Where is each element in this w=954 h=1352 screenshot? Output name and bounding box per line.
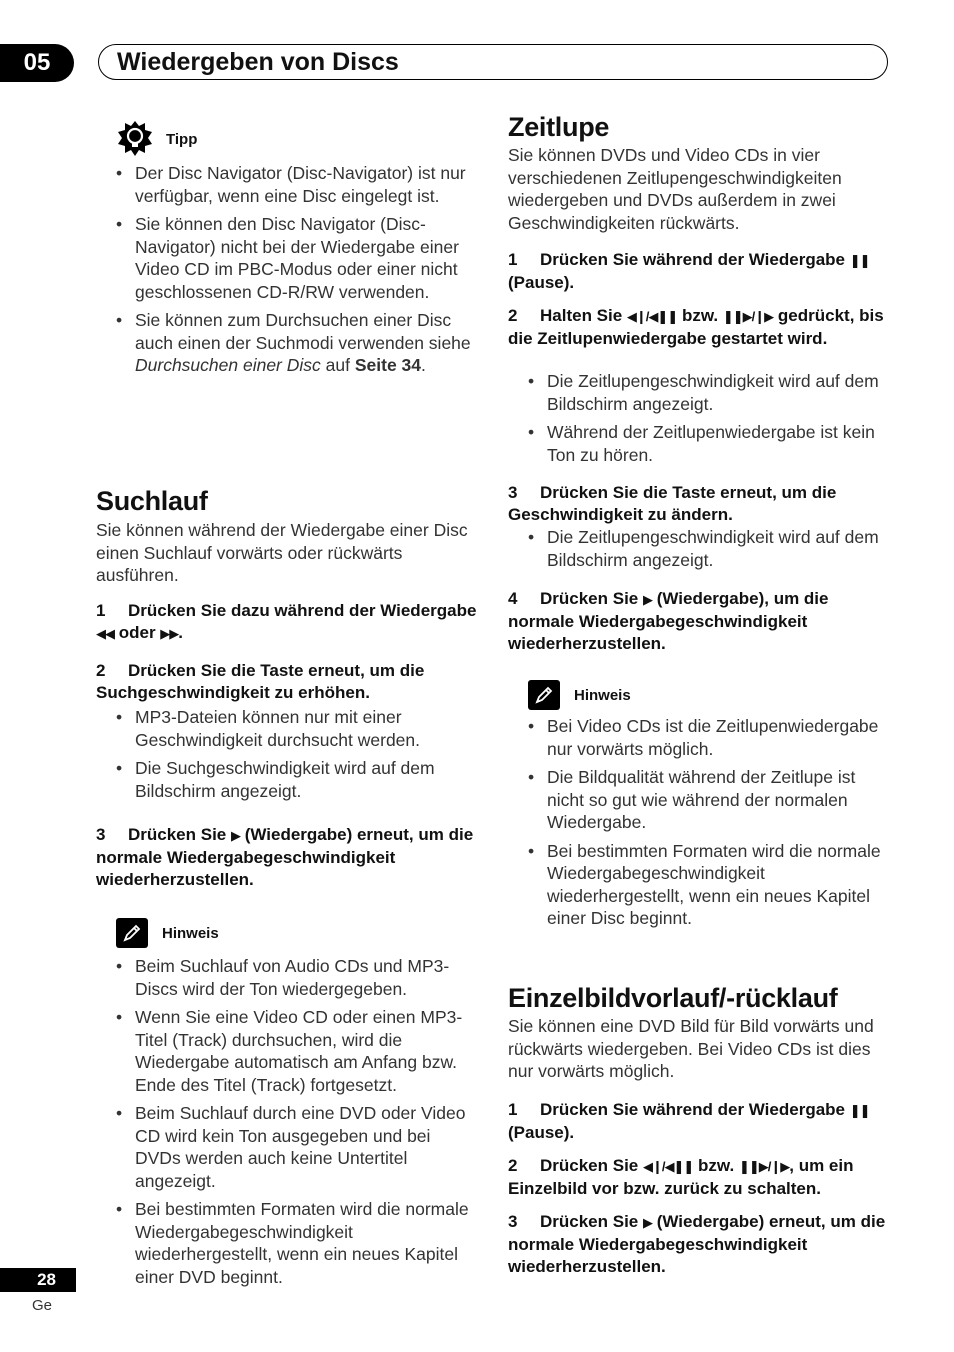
einzelbild-intro: Sie können eine DVD Bild für Bild vorwärts und rückwärts wiedergeben. Bei Video CDs ist dies nur vorwärts möglich. bbox=[508, 1016, 874, 1081]
play-icon: ▶ bbox=[643, 592, 652, 607]
list-item: • Sie können den Disc Navigator (Disc-Navigator) nicht bei der Wiedergabe einer Video CD im PBC-Modus oder einer nicht geschlossenen CD-R/RW verwenden. bbox=[116, 214, 459, 302]
zeitlupe-step-3: 3 Drücken Sie die Taste erneut, um die Geschwindigkeit zu ändern. bbox=[508, 483, 837, 524]
pencil-icon bbox=[528, 680, 560, 710]
list-item: • Der Disc Navigator (Disc-Navigator) ist nur verfügbar, wenn eine Disc eingelegt ist. bbox=[116, 163, 466, 206]
zeitlupe-step-2-list bbox=[508, 370, 892, 472]
list-item: • Beim Suchlauf durch eine DVD oder Video CD wird kein Ton ausgegeben und bei DVDs werden auch keine Untertitel angezeigt. bbox=[116, 1103, 466, 1191]
list-item: • Bei bestimmten Formaten wird die normale Wiedergabegeschwindigkeit wiederhergestellt, wenn ein neues Kapitel einer Disc beginnt. bbox=[528, 840, 881, 928]
list-item: • Die Bildqualität während der Zeitlupe ist nicht so gut wie während der normalen Wiedergabe. bbox=[528, 767, 856, 832]
zeitlupe-intro: Sie können DVDs und Video CDs in vier verschiedenen Zeitlupengeschwindigkeiten wiedergeben und DVDs außerdem in zwei Geschwindigkeiten rückwärts. bbox=[508, 145, 842, 233]
list-item: • Beim Suchlauf von Audio CDs und MP3-Discs wird der Ton wiedergegeben. bbox=[116, 956, 450, 999]
section-title-einzelbild: Einzelbildvorlauf/-rücklauf bbox=[508, 983, 838, 1013]
play-icon: ▶ bbox=[231, 828, 240, 843]
suchlauf-step-3: 3 Drücken Sie ▶ (Wiedergabe) erneut, um die normale Wiedergabegeschwindigkeit wiederherzustellen. bbox=[96, 825, 474, 889]
suchlauf-step-2-list bbox=[96, 706, 480, 808]
chapter-title: Wiedergeben von Discs bbox=[117, 47, 399, 76]
zeitlupe-step-2: 2 Halten Sie ◀❙/◀❚❚ bzw. ❚❚▶/❙▶ gedrückt, bis die Zeitlupenwiedergabe gestartet wird. bbox=[508, 306, 884, 348]
einzelbild-step-2: 2 Drücken Sie ◀❙/◀❚❚ bzw. ❚❚▶/❙▶, um ein Einzelbild vor bzw. zurück zu schalten. bbox=[508, 1156, 854, 1198]
list-item: • Sie können zum Durchsuchen einer Disc auch einen der Suchmodi verwenden siehe Durchsuchen einer Disc auf Seite 34. bbox=[116, 310, 471, 375]
pause-icon: ❚❚ bbox=[849, 1103, 870, 1118]
suchlauf-intro: Sie können während der Wiedergabe einer Disc einen Suchlauf vorwärts oder rückwärts ausführen. bbox=[96, 520, 468, 585]
zeitlupe-note-list bbox=[508, 715, 892, 936]
step-reverse-icon: ◀❙/◀❚❚ bbox=[626, 309, 678, 324]
fast-forward-icon: ▶▶ bbox=[160, 626, 179, 641]
zeitlupe-step-4: 4 Drücken Sie ▶ (Wiedergabe), um die normale Wiedergabegeschwindigkeit wiederherzustellen. bbox=[508, 589, 829, 653]
suchlauf-note-header bbox=[116, 918, 219, 948]
cross-reference: Durchsuchen einer Disc bbox=[135, 355, 321, 375]
rewind-icon: ◀◀ bbox=[96, 626, 114, 641]
step-reverse-icon: ◀❙/◀❚❚ bbox=[643, 1159, 694, 1174]
pause-icon: ❚❚ bbox=[849, 253, 870, 268]
section-title-suchlauf: Suchlauf bbox=[96, 486, 208, 516]
note-label: Hinweis bbox=[574, 686, 631, 704]
suchlauf-note-list bbox=[96, 955, 480, 1294]
zeitlupe-step-1: 1 Drücken Sie während der Wiedergabe ❚❚ (Pause). bbox=[508, 250, 870, 292]
chapter-number: 05 bbox=[23, 49, 51, 76]
step-forward-icon: ❚❚▶/❙▶ bbox=[722, 309, 774, 324]
lightbulb-icon bbox=[116, 120, 154, 158]
einzelbild-step-1: 1 Drücken Sie während der Wiedergabe ❚❚ (Pause). bbox=[508, 1100, 870, 1142]
list-item: • Die Zeitlupengeschwindigkeit wird auf dem Bildschirm angezeigt. bbox=[528, 371, 879, 414]
tip-header bbox=[116, 120, 197, 158]
play-icon: ▶ bbox=[643, 1215, 652, 1230]
list-item: • Wenn Sie eine Video CD oder einen MP3-Titel (Track) durchsuchen, wird die Wiedergabe automatisch am Anfang bzw. Ende des Titel (Track) fortgesetzt. bbox=[116, 1007, 463, 1095]
chapter-number-badge bbox=[0, 44, 74, 82]
list-item: • Die Suchgeschwindigkeit wird auf dem Bildschirm angezeigt. bbox=[116, 758, 435, 801]
suchlauf-step-1: 1 Drücken Sie dazu während der Wiedergabe ◀◀ oder ▶▶. bbox=[96, 601, 477, 642]
tip-label: Tipp bbox=[166, 130, 198, 148]
step-forward-icon: ❚❚▶/❙▶ bbox=[738, 1159, 790, 1174]
page-number: 28 bbox=[0, 1268, 76, 1292]
list-item: • Bei Video CDs ist die Zeitlupenwiedergabe nur vorwärts möglich. bbox=[528, 716, 879, 759]
note-label: Hinweis bbox=[162, 924, 219, 942]
list-item: • MP3-Dateien können nur mit einer Geschwindigkeit durchsucht werden. bbox=[116, 707, 421, 750]
list-item: • Bei bestimmten Formaten wird die normale Wiedergabegeschwindigkeit wiederhergestellt, wenn ein neues Kapitel einer DVD beginnt. bbox=[116, 1199, 469, 1287]
page-language: Ge bbox=[32, 1297, 53, 1314]
zeitlupe-step-3-list bbox=[508, 526, 892, 577]
zeitlupe-note-header bbox=[528, 680, 631, 710]
list-item: • Während der Zeitlupenwiedergabe ist kein Ton zu hören. bbox=[528, 422, 875, 465]
tip-list bbox=[96, 162, 480, 383]
pencil-icon bbox=[116, 918, 148, 948]
suchlauf-step-2: 2 Drücken Sie die Taste erneut, um die Suchgeschwindigkeit zu erhöhen. bbox=[96, 661, 425, 702]
page-reference: Seite 34 bbox=[354, 355, 421, 375]
einzelbild-step-3: 3 Drücken Sie ▶ (Wiedergabe) erneut, um die normale Wiedergabegeschwindigkeit wiederherzustellen. bbox=[508, 1212, 886, 1276]
section-title-zeitlupe: Zeitlupe bbox=[508, 112, 610, 142]
list-item: • Die Zeitlupengeschwindigkeit wird auf dem Bildschirm angezeigt. bbox=[528, 527, 879, 570]
chapter-title-bar bbox=[98, 44, 888, 80]
